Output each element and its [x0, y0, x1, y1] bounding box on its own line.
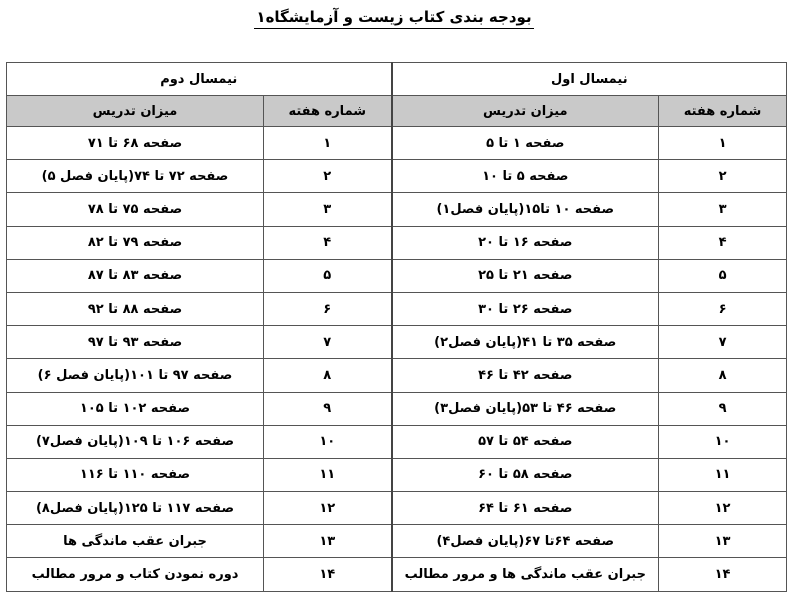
table-row	[7, 392, 787, 425]
week-first-cell: ۱	[659, 127, 787, 160]
table-row	[7, 127, 787, 160]
column-header-row	[7, 96, 787, 127]
week-second-cell: ۷	[264, 326, 392, 359]
week-first-cell: ۲	[659, 160, 787, 193]
table-row	[7, 492, 787, 525]
teaching-second-cell: صفحه ۹۳ تا ۹۷	[7, 326, 264, 359]
teaching-second-cell: صفحه ۱۱۰ تا ۱۱۶	[7, 458, 264, 491]
week-second-cell: ۱۲	[264, 492, 392, 525]
teaching-first-cell: صفحه ۱۶ تا ۲۰	[392, 226, 659, 259]
teaching-first-cell: صفحه ۵۸ تا ۶۰	[392, 458, 659, 491]
week-first-cell: ۱۲	[659, 492, 787, 525]
table-row	[7, 292, 787, 325]
week-second-cell: ۵	[264, 259, 392, 292]
table-row	[7, 525, 787, 558]
teaching-second-cell: صفحه ۱۱۷ تا ۱۲۵(پایان فصل۸)	[7, 492, 264, 525]
week-second-cell: ۴	[264, 226, 392, 259]
semester-second-header: نیمسال دوم	[7, 63, 392, 96]
teaching-second-cell: صفحه ۱۰۲ تا ۱۰۵	[7, 392, 264, 425]
week-second-cell: ۸	[264, 359, 392, 392]
teaching-second-cell: صفحه ۱۰۶ تا ۱۰۹(پایان فصل۷)	[7, 425, 264, 458]
teaching-second-cell: صفحه ۸۸ تا ۹۲	[7, 292, 264, 325]
teaching-second-cell: جبران عقب ماندگی ها	[7, 525, 264, 558]
week-second-cell: ۱۳	[264, 525, 392, 558]
teaching-header-first: میزان تدریس	[392, 96, 659, 127]
teaching-first-cell: صفحه ۶۱ تا ۶۴	[392, 492, 659, 525]
table-row	[7, 359, 787, 392]
teaching-first-cell: صفحه ۵ تا ۱۰	[392, 160, 659, 193]
week-second-cell: ۳	[264, 193, 392, 226]
table-row	[7, 193, 787, 226]
document-title: بودجه بندی کتاب زیست و آزمایشگاه۱	[0, 8, 788, 26]
week-first-cell: ۷	[659, 326, 787, 359]
week-first-cell: ۱۴	[659, 558, 787, 591]
week-first-cell: ۸	[659, 359, 787, 392]
teaching-first-cell: صفحه ۲۶ تا ۳۰	[392, 292, 659, 325]
teaching-first-cell: صفحه ۶۴تا ۶۷(پایان فصل۴)	[392, 525, 659, 558]
teaching-second-cell: صفحه ۷۹ تا ۸۲	[7, 226, 264, 259]
teaching-first-cell: صفحه ۱۰ تا۱۵(پایان فصل۱)	[392, 193, 659, 226]
week-header-first: شماره هفته	[659, 96, 787, 127]
week-second-cell: ۱۱	[264, 458, 392, 491]
table-row	[7, 425, 787, 458]
teaching-second-cell: دوره نمودن کتاب و مرور مطالب	[7, 558, 264, 591]
week-first-cell: ۳	[659, 193, 787, 226]
budget-table	[6, 62, 787, 592]
teaching-first-cell: صفحه ۵۴ تا ۵۷	[392, 425, 659, 458]
table-row	[7, 458, 787, 491]
table-row	[7, 160, 787, 193]
week-first-cell: ۶	[659, 292, 787, 325]
week-second-cell: ۱۴	[264, 558, 392, 591]
table-row	[7, 326, 787, 359]
week-second-cell: ۶	[264, 292, 392, 325]
teaching-second-cell: صفحه ۹۷ تا ۱۰۱(پایان فصل ۶)	[7, 359, 264, 392]
week-second-cell: ۲	[264, 160, 392, 193]
week-second-cell: ۹	[264, 392, 392, 425]
teaching-first-cell: صفحه ۴۲ تا ۴۶	[392, 359, 659, 392]
table-row	[7, 226, 787, 259]
teaching-first-cell: جبران عقب ماندگی ها و مرور مطالب	[392, 558, 659, 591]
teaching-first-cell: صفحه ۲۱ تا ۲۵	[392, 259, 659, 292]
teaching-first-cell: صفحه ۱ تا ۵	[392, 127, 659, 160]
teaching-second-cell: صفحه ۶۸ تا ۷۱	[7, 127, 264, 160]
week-first-cell: ۱۳	[659, 525, 787, 558]
semester-row	[7, 63, 787, 96]
week-first-cell: ۴	[659, 226, 787, 259]
week-first-cell: ۱۰	[659, 425, 787, 458]
week-first-cell: ۹	[659, 392, 787, 425]
table-row	[7, 259, 787, 292]
week-second-cell: ۱۰	[264, 425, 392, 458]
teaching-first-cell: صفحه ۳۵ تا ۴۱(پایان فصل۲)	[392, 326, 659, 359]
week-first-cell: ۱۱	[659, 458, 787, 491]
teaching-second-cell: صفحه ۷۵ تا ۷۸	[7, 193, 264, 226]
teaching-second-cell: صفحه ۷۲ تا ۷۴(پایان فصل ۵)	[7, 160, 264, 193]
week-header-second: شماره هفته	[264, 96, 392, 127]
week-second-cell: ۱	[264, 127, 392, 160]
teaching-second-cell: صفحه ۸۳ تا ۸۷	[7, 259, 264, 292]
table-row	[7, 558, 787, 591]
teaching-header-second: میزان تدریس	[7, 96, 264, 127]
semester-first-header: نیمسال اول	[392, 63, 787, 96]
week-first-cell: ۵	[659, 259, 787, 292]
teaching-first-cell: صفحه ۴۶ تا ۵۳(پایان فصل۳)	[392, 392, 659, 425]
